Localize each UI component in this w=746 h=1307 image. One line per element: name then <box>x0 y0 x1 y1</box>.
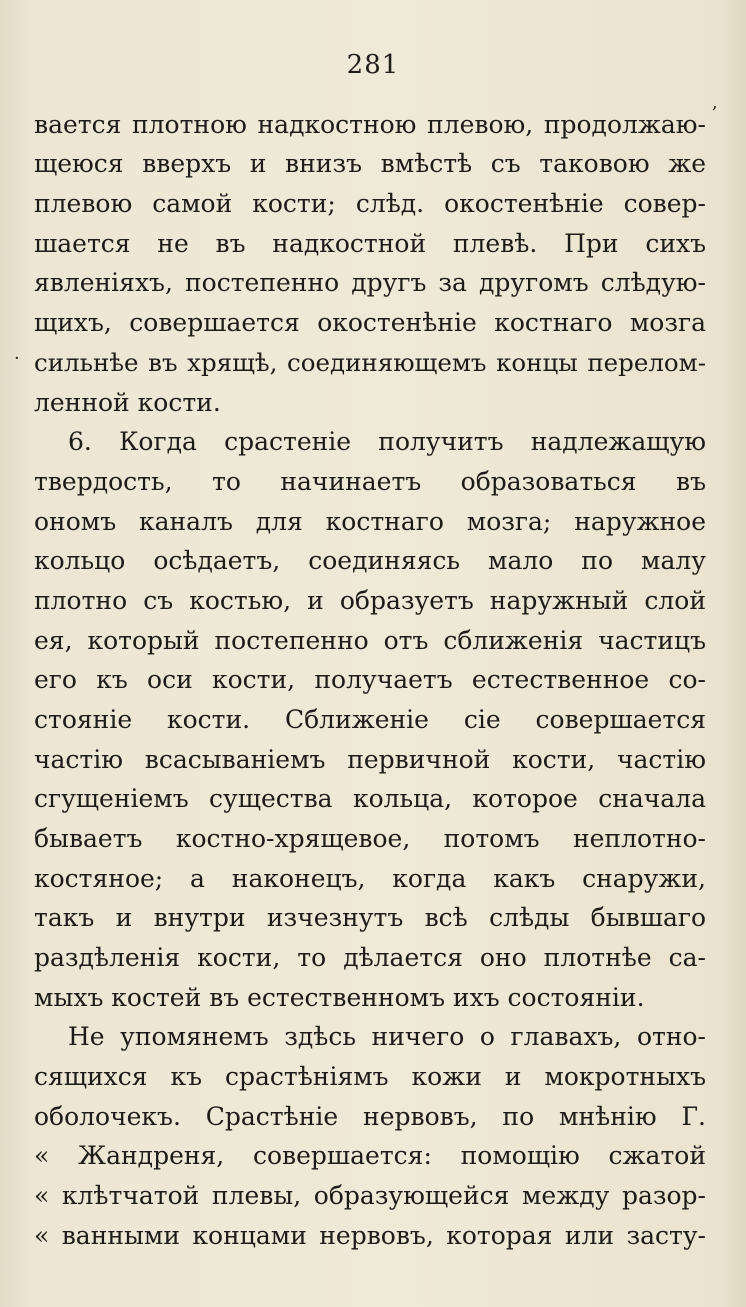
text-line: кольцо осѣдаетъ, соединяясь мало по малу <box>34 546 706 575</box>
text-line: щеюся вверхъ и внизъ вмѣстѣ съ таковою же <box>34 149 706 178</box>
text-line: ленной кости. <box>34 388 221 417</box>
text-line: мыхъ костей въ естественномъ ихъ состояніи. <box>34 983 645 1012</box>
text-line: бываетъ костно-хрящевое, потомъ неплотно- <box>34 824 706 853</box>
text-line: вается плотною надкостною плевою, продолжаю- <box>34 110 706 139</box>
text-line: такъ и внутри изчезнутъ всѣ слѣды бывшаго <box>34 903 706 932</box>
text-line: твердость, то начинаетъ образоваться въ <box>34 467 706 496</box>
quoted-text-line: « клѣтчатой плевы, образующейся между разор- <box>34 1181 706 1210</box>
text-line: стояніе кости. Сближеніе сіе совершается <box>34 705 706 734</box>
text-line: оболочекъ. Срастѣніе нервовъ, по мнѣнію Г. <box>34 1102 706 1131</box>
text-line: шается не въ надкостной плевѣ. При сихъ <box>34 229 706 258</box>
margin-mark: · <box>14 348 20 369</box>
text-line: ея, который постепенно отъ сближенія частицъ <box>34 626 706 655</box>
margin-mark: , <box>712 92 718 113</box>
text-line: частію всасываніемъ первичной кости, частію <box>34 745 706 774</box>
text-line: сящихся къ срастѣніямъ кожи и мокротныхъ <box>34 1062 706 1091</box>
quoted-text-line: « ванными концами нервовъ, которая или засту- <box>34 1221 706 1250</box>
page-number: 281 <box>346 50 400 80</box>
paragraph-start-line: Не упомянемъ здѣсь ничего о главахъ, отно- <box>68 1022 706 1051</box>
text-line: его къ оси кости, получаетъ естественное со- <box>34 665 706 694</box>
text-line: ономъ каналъ для костнаго мозга; наружное <box>34 507 706 536</box>
text-line: плевою самой кости; слѣд. окостенѣніе совер- <box>34 189 706 218</box>
paragraph-start-line: 6. Когда срастеніе получитъ надлежащую <box>68 427 706 456</box>
text-line: раздѣленія кости, то дѣлается оно плотнѣе са- <box>34 943 706 972</box>
quoted-text-line: « Жандреня, совершается: помощію сжатой <box>34 1141 706 1170</box>
text-line: щихъ, совершается окостенѣніе костнаго мозга <box>34 308 706 337</box>
text-line: сильнѣе въ хрящѣ, соединяющемъ концы перелом- <box>34 348 706 377</box>
text-line: явленіяхъ, постепенно другъ за другомъ слѣдую- <box>34 268 706 297</box>
text-line: костяное; а наконецъ, когда какъ снаружи, <box>34 864 706 893</box>
text-line: сгущеніемъ существа кольца, которое сначала <box>34 784 706 813</box>
text-line: плотно съ костью, и образуетъ наружный слой <box>34 586 706 615</box>
